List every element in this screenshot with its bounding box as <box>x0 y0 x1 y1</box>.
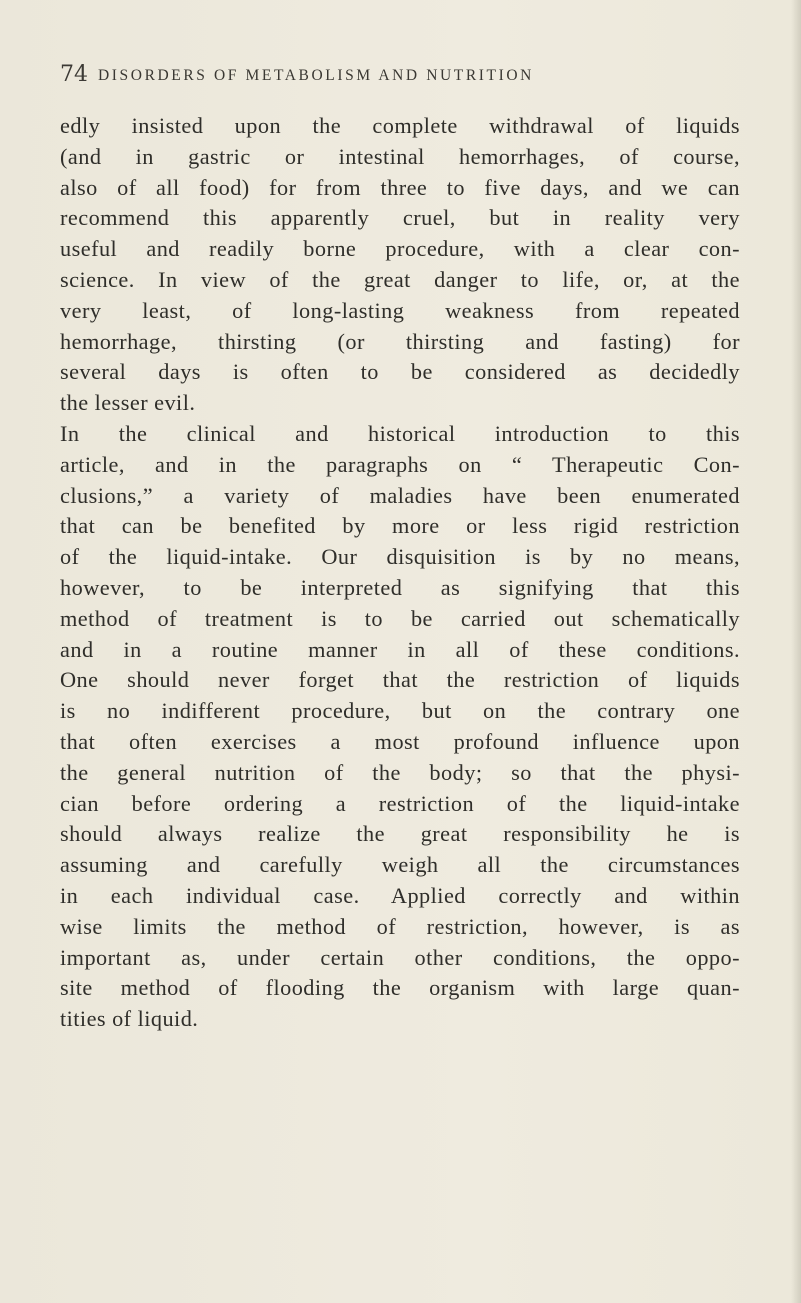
running-head <box>60 62 740 94</box>
text-line: clusions,” a variety of maladies have been enumerated <box>60 482 740 508</box>
text-line: however, to be interpreted as signifying that this <box>60 574 740 600</box>
text-line: that often exercises a most profound influence upon <box>60 728 740 754</box>
text-line: One should never forget that the restriction of liquids <box>60 667 740 693</box>
text-line: method of treatment is to be carried out schematically <box>60 605 740 631</box>
text-line: tities of liquid. <box>60 1006 199 1032</box>
text-line: is no indifferent procedure, but on the contrary one <box>60 698 740 724</box>
text-line: In the clinical and historical introduction to this <box>60 420 740 446</box>
text-line: assuming and carefully weigh all the circumstances <box>60 852 740 878</box>
text-line: very least, of long-lasting weakness from repeated <box>60 297 740 323</box>
text-line: edly insisted upon the complete withdrawal of liquids <box>60 113 740 138</box>
text-line: the general nutrition of the body; so that the physi- <box>60 759 740 785</box>
text-line: site method of flooding the organism with large quan- <box>60 975 740 1001</box>
text-line: in each individual case. Applied correctly and within <box>60 882 740 908</box>
text-line: the lesser evil. <box>60 390 196 416</box>
text-line: important as, under certain other conditions, the oppo- <box>60 944 740 970</box>
text-line: wise limits the method of restriction, however, is as <box>60 913 740 939</box>
text-line: hemorrhage, thirsting (or thirsting and fasting) for <box>60 328 740 354</box>
text-line: also of all food) for from three to five days, and we can <box>60 174 740 200</box>
text-line: that can be benefited by more or less rigid restriction <box>60 513 740 539</box>
page-number: 74 <box>60 62 88 87</box>
text-line: of the liquid-intake. Our disquisition is by no means, <box>60 544 740 570</box>
text-line: and in a routine manner in all of these conditions. <box>60 636 740 662</box>
running-title: DISORDERS OF METABOLISM AND NUTRITION <box>98 67 534 84</box>
body-text <box>60 111 740 1035</box>
text-line: several days is often to be considered as decidedly <box>60 359 740 385</box>
text-line: science. In view of the great danger to life, or, at the <box>60 266 740 292</box>
text-line: article, and in the paragraphs on “ Therapeutic Con- <box>60 451 740 477</box>
text-line: (and in gastric or intestinal hemorrhages, of course, <box>60 143 740 169</box>
page-edge-shadow <box>791 0 801 1303</box>
text-line: recommend this apparently cruel, but in reality very <box>60 205 740 231</box>
text-line: cian before ordering a restriction of the liquid-intake <box>60 790 740 816</box>
text-line: should always realize the great responsibility he is <box>60 821 740 847</box>
text-line: useful and readily borne procedure, with a clear con- <box>60 236 740 262</box>
